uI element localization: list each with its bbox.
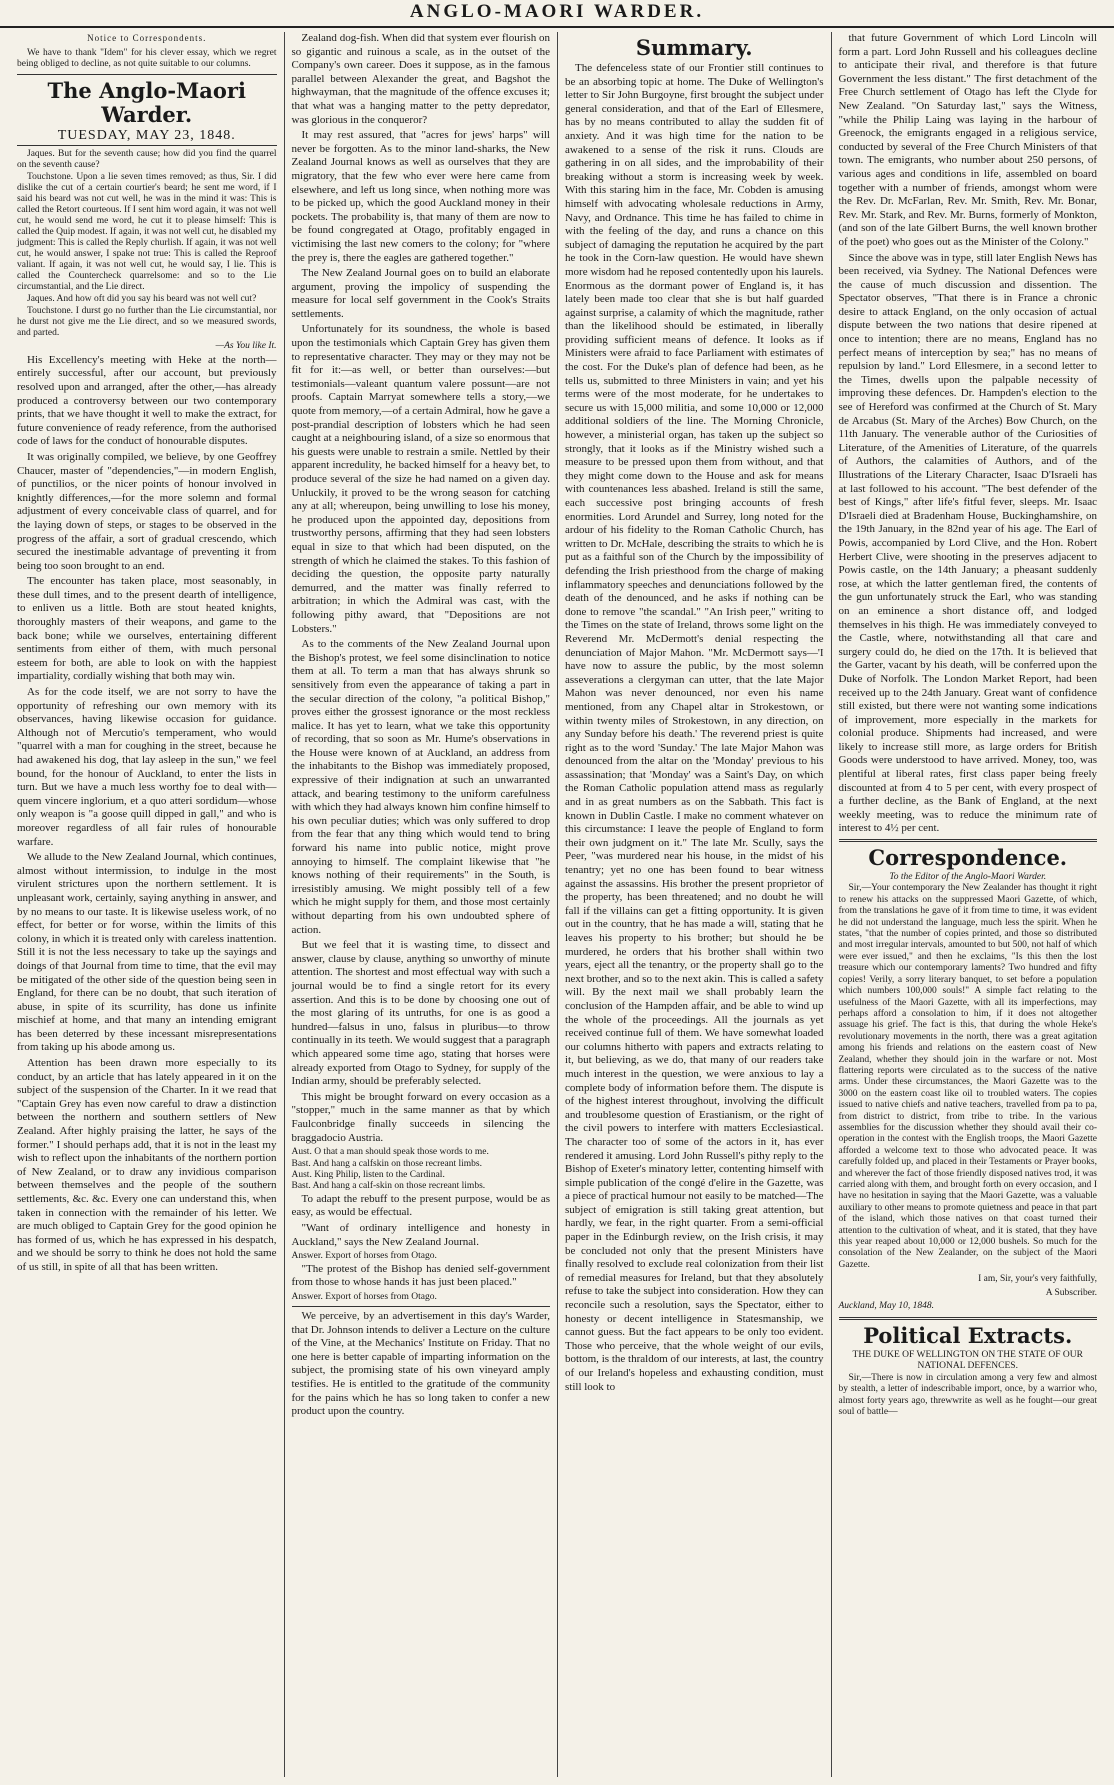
epigraph-line: Touchstone. I durst go no further than the Lie circumstantial, nor he durst not give me the Lie direct, and so we measured swords, and parted. — [17, 306, 277, 339]
letter-salutation: To the Editor of the Anglo-Maori Warder. — [889, 872, 1047, 883]
article-paragraph: It was originally compiled, we believe, by one Geoffrey Chaucer, master of "dependencies,"—in modern English, of punctilios, or the nicer points of honour involved in knightly differences,—for the more solemn and formal adjustment of every conceivable class of quarrel, and for the laying down of steps, or stages to be observed in the progress of the affair, a sort of gradual crescendo, which secured the inestimable advantage of preventing it from being too soon brought to an end. — [17, 450, 277, 572]
article-paragraph: Unfortunately for its soundness, the whole is based upon the testimonials which Captain Grey has given them to representative character. They may or they may not be fit for it:—as well, or better than ourselves:—but testimonials—valeant quantum valere possunt—are not proofs. Captain Marryat somewhere tells a story,—we quote from memory,—of a certain Admiral, how he gave a post-prandial description of lobsters which he had seen caught at a neighbouring island, of a size so enormous that his guests were unable to restrain a smile. Nettled by their apparent incredulity, he backed himself for a heavy bet, to produce several of the size he had named on a given day. Unluckily, it proved to be the wrong season for catching any at all; whereupon, being unwilling to lose his money, he produced upon the appointed day, depositions from trustworthy persons, affirming that they had seen lobsters equal in size to that which had been disputed, on the strength of which he claimed the stakes. To this fashion of deciding the question, the opposite party naturally demurred, and the matter was finally referred to arbitration; in which the Admiral was cast, with the following pithy award, that "Depositions are not Lobsters." — [291, 323, 550, 635]
summary-heading: Summary. — [635, 35, 753, 60]
article-paragraph: Since the above was in type, still later English News has been received, via Sydney. The National Defences were the cause of much discussion and dissention. The Spectator observes, "That there is in France a chronic desire to attack England, on the only occasion of actual dispute between the two nations that desire ripened at once to intention; there are no means, England has no perfect means of interception by sea;" has no means of repulsion by land." Lord Ellesmere, in a second letter to the Times, dwells upon the palpable necessity of improving these defences. Dr. Hampden's election to the see of Hereford was confirmed at the Church of St. Mary de Arcabus (St. Mary of the Arches) Bow Church, on the 11th January. The venerable author of the Curiosities of Literature, of the Amenities of Literature, of the quarrels of Authors, the calamities of Authors, and of the Illustrations of the Literary Character, Isaac D'Israeli has at last followed to his account. "The best defender of the best of Kings," after life's fitful fever, sleeps. Mr. Isaac D'Israeli died at Bradenham House, Buckinghamshire, on the 19th January, in the 82nd year of his age. The Earl of Powis, accompanied by Lord Clive, and the Hon. Robert Herbert Clive, were shooting in the preserves adjacent to Powis castle, on the 14th January; a pheasant suddenly rose, at which the latter gentleman fired, the contents of the gun unfortunately struck the Earl, who was standing on an eminence a short distance off, and lodged themselves in his thigh. He was immediately conveyed to the Castle, where, notwithstanding all that care and surgery could do, he died on the 17th. It is believed that the Garter, vacant by his death, will be conferred upon the Duke of Norfolk. The London Market Report, had been received up to the 24th January. Great want of confidence still existed, but there were not wanting some indications of improvement, more especially in the markets for colonial produce. Shipments had increased, and were likely to increase still more, as large orders for British Goods were understood to have arrived. Money, too, was plentiful at liberal rates, first class paper being freely discounted at from 4 to 5 per cent, with every prospect of a further decline, as the Bank of England, at the next weekly meeting, was to reduce the minimum rate of interest to 4½ per cent. — [838, 251, 1097, 835]
epigraph-line: Touchstone. Upon a lie seven times removed; as thus, Sir. I did dislike the cut of a certain courtier's beard; he sent me word, if I said his beard was not cut well, he was in the mind it was: This is called the Retort courteous. If I sent him word again, it was not well cut, he would send me word, he cut it to please himself: This is called the Quip modest. If again, it was not well cut, he disabled my judgment: This is called the Reply churlish. If again, it was not well cut, he would answer, I spake not true: This is called the Reproof valiant. If again, it was not well cut, he would say, I lie. This is called the Countercheck quarrelsome: and so to the Lie circumstantial, and the Lie direct. — [17, 172, 277, 293]
dialogue-line: Aust. O that a man should speak those words to me. — [291, 1147, 489, 1158]
article-paragraph: The New Zealand Journal goes on to build an elaborate argument, proving the impolicy of suspending the measure for local self government in the Cook's Straits settlements. — [291, 267, 550, 320]
article-paragraph: But we feel that it is wasting time, to dissect and answer, clause by clause, anything so unworthy of minute attention. The shortest and most effectual way with such a journal would be to find a single retort for its every assertion. And this is to be done by choosing one out of the most glaring of its untruths, for one is as good a hundred—falsus in uno, falsus in pluribus—to throw continually in its teeth. We would suggest that a paragraph which appeared some time ago, stating that horses were already exported from Otago to Sydney, for supply of the Indian army, should be preferably selected. — [291, 939, 550, 1088]
article-paragraph: The encounter has taken place, most seasonably, in these dull times, and to the present dearth of intelligence, to enliven us a little. Both are stout heated knights, thoroughly masters of their weapons, and game to the back bone; while we ourselves, entertaining different sentiments from either of them, with much personal esteem for both, are able to look on with the happiest impartiality, cordially wishing that both may win. — [17, 575, 277, 683]
masthead: ANGLO-MAORI WARDER. — [0, 0, 1114, 28]
columns — [10, 32, 1104, 1777]
article-paragraph: "Want of ordinary intelligence and honesty in Auckland," says the New Zealand Journal. — [291, 1221, 550, 1248]
article-paragraph: His Excellency's meeting with Heke at the north—entirely successful, after our account, but previously resolved upon and arranged, after the other,—has already produced a controversy between our two contemporary prints, that we have thought it well to make the extract, for future convenience of ready reference, from the authorised code of laws for the conduct of honourable disputes. — [17, 353, 277, 448]
article-paragraph: We allude to the New Zealand Journal, which continues, almost without intermission, to indulge in the most virulent strictures upon the northern settlement. It is unpleasant work, certainly, saying anything in answer, and by no means to our taste. It is likewise useless work, of no effect, for better or for worse, within the limits of this colony, in which it is treated only with careless inattention. Still it is not the less necessary to take up the sayings and doings of that Journal from time to time, that the evil may be mitigated of the other side of the question being seen in England, for there can be no doubt, that such iteration of abuse, in spite of its scurrility, has done us infinite mischief at home, and that many an intending emigrant has been deterred by these incessant misrepresentations from taking up his abode among us. — [17, 851, 277, 1054]
political-extracts-heading: Political Extracts. — [863, 1323, 1073, 1349]
article-paragraph: Attention has been drawn more especially to its conduct, by an article that has lately appeared in it on the subject of the suspension of the Charter. In it we read that "Captain Grey has even now careful to draw a distinction between the northern and southern settlers of New Zealand. After highly praising the latter, he says of the former." I should perhaps add, that it is not in the least my wish to reflect upon the inhabitants of the northern portion of New Zealand, or to draw any invidious comparison between themselves and the people of the southern settlements, &c. &c. Every one can understand this, when taken in connection with the remainder of his letter. We are much obliged to Captain Grey for the good opinion he has formed of us, which he has expressed in his despatch, and we should be sorry to think he does not hold the same of us still, in spite of all that has been written. — [17, 1057, 277, 1273]
divider — [17, 145, 277, 146]
letter-signature: A Subscriber. — [1045, 1287, 1097, 1298]
divider — [17, 74, 277, 75]
dialogue-line: Answer. Export of horses from Otago. — [291, 1251, 437, 1262]
letter-signoff: I am, Sir, your's very faithfully, — [978, 1274, 1097, 1285]
divider — [839, 839, 1098, 842]
column-4 — [831, 32, 1105, 1777]
letter-date: Auckland, May 10, 1848. — [838, 1301, 935, 1312]
divider — [839, 1317, 1098, 1320]
article-paragraph: To adapt the rebuff to the present purpose, would be as easy, as would be effectual. — [291, 1192, 550, 1219]
article-paragraph: that future Government of which Lord Lincoln will form a part. Lord John Russell and his colleagues decline to anticipate their rival, and therefore is that future Government the less distant." The first detachment of the Free Church settlement of Otago has left the Clyde for New Zealand. "On Saturday last," says the Witness, "while the Philip Laing was laying in the harbour of Greenock, the emigrants engaged in a religious service, conducted by several of the Free Church Ministers of that town. The emigrants, who number about 250 persons, of various ages and conditions in life, assembled on board together with a number of friends, amongst whom were the Rev. Dr. McFarlan, Rev. Mr. Smith, Rev. Mr. Bonar, Rev. Mr. Stark, and Rev. Mr. Burns, formerly of Monkton, (and son of the late Gilbert Burns, the well known brother of the poet) who goes out as the Minister of the Colony." — [838, 32, 1097, 248]
epigraph-attribution: —As You like It. — [215, 341, 277, 352]
dialogue-line: Answer. Export of horses from Otago. — [291, 1291, 437, 1302]
article-paragraph: The defenceless state of our Frontier still continues to be an absorbing topic at home. The Duke of Wellington's letter to Sir John Burgoyne, first brought the subject under general consideration, and that of the Earl of Ellesmere, has by no means contributed to allay the sudden fit of anxiety. And it was high time for the nation to be awakened to a sense of the risk it runs. Clouds are gathering in on all sides, and the improbability of their breaking without a storm is increasing week by week. With this staring him in the face, Mr. Cobden is amusing himself with advocating wholesale reductions in Army, Navy, and Ordnance. This time he has failed to chime in with the feeling of the day, and runs a chance on this subject of damaging the reputation he acquired by the part he took in the Corn-law question. He would have shewn more wisdom had he reposed contentedly upon his laurels. Enormous as the dormant power of England is, it has lately been made too clear that she is but half guarded against surprise, a calamity of which the magnitude, rather than the likelihood should be estimated, in liberally providing sufficient means of defence. It looks as if Ministers were afraid to face Parliament with estimates of the cost. For the Duke's plan of defence had been, as he tells us, submitted to three Ministers in vain; and yet his terms were of the most moderate, for he undertakes to secure us with 15,000 militia, and some 10,000 or 12,000 additional soldiers of the line. The Morning Chronicle, however, a ministerial organ, has taken up the subject so strongly, that it looks as if the Ministry wished such a measure to be pressed upon them from without, and that they might come down to the House and ask for means with countenances less abashed. Ireland is still the same, each successive post bringing accounts of fresh enormities. Lord Arundel and Surrey, long noted for the ardour of his fidelity to the Roman Catholic Church, has written to Dr. McHale, describing the straits to which he is put as a faithful son of the Church by the impossibility of defending the Irish priesthood from the charge of making inflammatory speeches and denunciations followed by the death of the denounced, and he asks if nothing can be done to remove "the scandal." "An Irish peer," writing to the Times on the state of Ireland, throws some light on the Reverend Mr. McDermott's denial respecting the denunciation of Major Mahon. "Mr. McDermott says—'I have now to assure the public, by the most solemn asseverations a clergyman can utter, that the late Major Mahon was never denounced, nor even his name mentioned, from any Chapel altar in Strokestown, or within twenty miles of Strokestown, in any direction, on any Sunday before his death.' The reverend priest is quite right as to the word 'Sunday.' The late Major Mahon was denounced from the altar on the 'Monday' previous to his assassination; that 'Monday' was a Saint's Day, on which the Roman Catholic population attend mass as regularly and in as great numbers as on the Sabbath. This fact is known in Dublin Castle. I make no comment whatever on this circumstance: I leave the people of England to form their own judgment on it." The late Mr. Scully, says the Peer, "was murdered near his house, in the midst of his tenantry; yet no one has been found to bear witness against the assassins. His brother the present proprietor of the property, has been threatened; and no doubt he will fall if the villains can get a fitting opportunity. It is given out in the country, that he has made a will, stating that he leaves his property to his brother; but should he be murdered, he orders that his brother shall within two years, eject all the tenantry, or the property shall go to the next brother, and so to the next akin. This is called a safety will. By the next mail we shall probably learn the conclusion of the Hampden affair, and be able to wind up the whole of the proceedings. All the journals as yet received continue full of them. We have somewhat loaded our columns hitherto with papers and extracts relating to it, but believing, as we do, that many of our readers take much interest in the question, we were anxious to lay a complete body of information before them. The dispute is of the highest interest throughout, involving the difficult and troublesome question of Erastianism, or the right of the civil powers to interfere with matters Ecclesiastical. The character too of some of the actors in it, has ever rendered it amusing. Lord John Russell's pithy reply to the Bishop of Exeter's minatory letter, contenting himself with simple publication of the congé d'elire in the Gazette, was a piece of practical humour not easily to be matched—The subject of emigration is still taking great attention, but hardly, we fear, in the right quarter. From a semi-official paper in the Edinburgh review, on the Irish crisis, it may be concluded not only that the present Ministers have finally resolved to exclude real colonization from their list of remedial measures for Ireland, but that they absolutely refuse to take the subject into consideration. How they can reconcile such a resolution, says the Spectator, either to honesty or decent intelligence in Statesmanship, we cannot guess. But the fact appears to be only too evident. Those who perceive, that the whole weight of our evils, bottom, is the thraldom of our interests, at last, the country of our Ireland's hopeless and exhausting condition, must still look to — [565, 62, 824, 1393]
article-paragraph: As to the comments of the New Zealand Journal upon the Bishop's protest, we feel some disinclination to notice them at all. To term a man that has always shrunk so sensitively from even the appearance of taking a part in the secular direction of the colony, "a political Bishop," proves either the grossest ignorance or the most reckless malice. It has yet to learn, what we take this opportunity of recording, that so soon as Mr. Hume's observations in the House were known of at Auckland, an address from the inhabitants to the Bishop was immediately proposed, expressive of their indignation at such an unwarranted attack, and bearing testimony to the uniform carefulness with which they had always known him confine himself to his own peculiar duties; which was only suffered to drop from the fear that any thing which would tend to bring forward his name into public notice, might prove annoying to himself. The complaint likewise that "he knows nothing of their requirements" in the South, is irresistibly amusing. We might possibly tell of a few which he might supply for them, and those most certainly without departing from his own undoubted sphere of action. — [291, 638, 550, 936]
column-3 — [557, 32, 831, 1777]
extract-title: THE DUKE OF WELLINGTON ON THE STATE OF OUR NATIONAL DEFENCES. — [852, 1350, 1083, 1372]
article-paragraph: This might be brought forward on every occasion as a "stopper," much in the same manner as that by which Faulconbridge finally succeeds in silencing the braggadocio Austria. — [291, 1090, 550, 1144]
dialogue-line: Bast. And hang a calfskin on those recreant limbs. — [291, 1158, 482, 1169]
divider — [292, 1306, 551, 1307]
article-paragraph: "The protest of the Bishop has denied self-government from those to whose hands it has just been placed." — [291, 1262, 550, 1289]
notice-text: We have to thank "Idem" for his clever essay, which we regret being obliged to decline, as not quite suitable to our columns. — [17, 47, 277, 69]
epigraph-line: Jaques. And how oft did you say his beard was not well cut? — [27, 294, 257, 305]
dialogue-line: Bast. And hang a calf-skin on those recreant limbs. — [291, 1181, 486, 1192]
article-paragraph: As for the code itself, we are not sorry to have the opportunity of refreshing our own memory with its observances, having likewise occasion for guidance. Although not of Mercutio's temperament, who would "quarrel with a man for coughing in the street, because he had awakened his dog, that lay asleep in the sun," we feel bound, for the honour of Auckland, to enter the lists in turn. But we have a much less worthy foe to deal with—quem vincere inglorium, et a quo atteri sordidum—whose only weapon is "a goose quill dipped in gall," and who is moreover regardless of all fair rules of honourable warfare. — [17, 686, 277, 848]
article-paragraph: It may rest assured, that "acres for jews' harps" will never be forgotten. As to the minor land-sharks, the New Zealand Journal knows as well as ourselves that they are migratory, that the few who ever were here came from elsewhere, and left us long since, when nothing more was to be picked up, which the good Auckland money in their pockets. The probability is, that many of them are now to be found congregated at Otago, profitably engaged in victimising the last new comers to the colony; for "where the prey is, there the eagles are gathered together." — [291, 129, 550, 264]
extract-text: Sir,—There is now in circulation among a very few and almost by stealth, a letter of indescribable import, once, by a warrior who, almost forty years ago, threwwrite as well as he fought—our great soul of battle— — [838, 1372, 1097, 1418]
article-paragraph: Zealand dog-fish. When did that system ever flourish on so gigantic and ruinous a scale, as in the outset of the Company's own career. Does it suppose, as in the famous parallel between Alexander the great, and Bagshot the highwayman, that the magnitude of the offence excuses it; that what was a hanging matter to the petty depredator, was glorious in the conqueror? — [291, 32, 550, 126]
paper-title: The Anglo-Maori Warder. — [47, 77, 246, 127]
letter-body: Sir,—Your contemporary the New Zealander has thought it right to renew his attacks on the suppressed Maori Gazette, of which, from the translations he gave of it from time to time, it was evident he did not understand the language, much less the spirit. When he states, "that the number of copies printed, and those so distributed and most irregular intervals, amounted to but 500, not half of which were ever issued," and then he exclaims, "Is this then the lost treasure which our contemporary laments? Two hundred and fifty copies! Verily, a sorry literary banquet, to set before a population which numbers 100,000 souls!" A simple fact relating to the usefulness of the Maori Gazette, with all its imperfections, may perhaps afford a consolation to him, if it does not altogether assuage his grief. The fact is this, that during the whole Heke's revolutionary movements in the north, there was a great agitation among his friends and relations on the eastern coast of New Zealand, whether they should join in the warfare or not. Most flattering reports were circulated as to the success of the native arms. Under these circumstances, the Maori Gazette was to the 3000 on the eastern coast like oil to troubled waters. The copies issued to native chiefs and native teachers, travelled from pa to pa, from district to district, from tribe to tribe. In the various assemblies for the discussion whether they should avail their co-operation in the contest with the English troops, the Maori Gazette afforded a welcome text to those who advocated peace. It was carefully folded up, and placed in their Testaments or Prayer books, and wherever the fact of those friendly disposed natives trod, it was carried along with them, and brought forth on every occasion, and I have no hesitation in saying that the Maori Gazette, was a valuable auxiliary to other means to promote quietness and peace in that part of the island, which those natives on that coast turned their attention to the cultivation of wheat, and it is stated, that they have this year reaped about 10,000 or 12,000 bushels. So much for the consolation of the New Zealander, on the subject of the Maori Gazette. — [838, 883, 1097, 1270]
correspondence-heading: Correspondence. — [868, 845, 1068, 871]
dialogue-line: Aust. King Philip, listen to the Cardinal. — [291, 1169, 445, 1180]
article-paragraph: We perceive, by an advertisement in this day's Warder, that Dr. Johnson intends to deliver a Lecture on the culture of the Vine, at the Mechanics' Institute on Friday. That no one here is better capable of imparting information on the subject, the promising state of his own vineyard amply testifies. He is entitled to the gratitude of the community for the pains which he has so long taken to confer a new product upon the country. — [291, 1310, 550, 1418]
dateline: TUESDAY, MAY 23, 1848. — [57, 127, 236, 143]
column-2 — [284, 32, 558, 1777]
column-1 — [10, 32, 284, 1777]
epigraph-line: Jaques. But for the seventh cause; how did you find the quarrel on the seventh cause? — [17, 149, 277, 171]
notice-heading: Notice to Correspondents. — [87, 33, 207, 43]
